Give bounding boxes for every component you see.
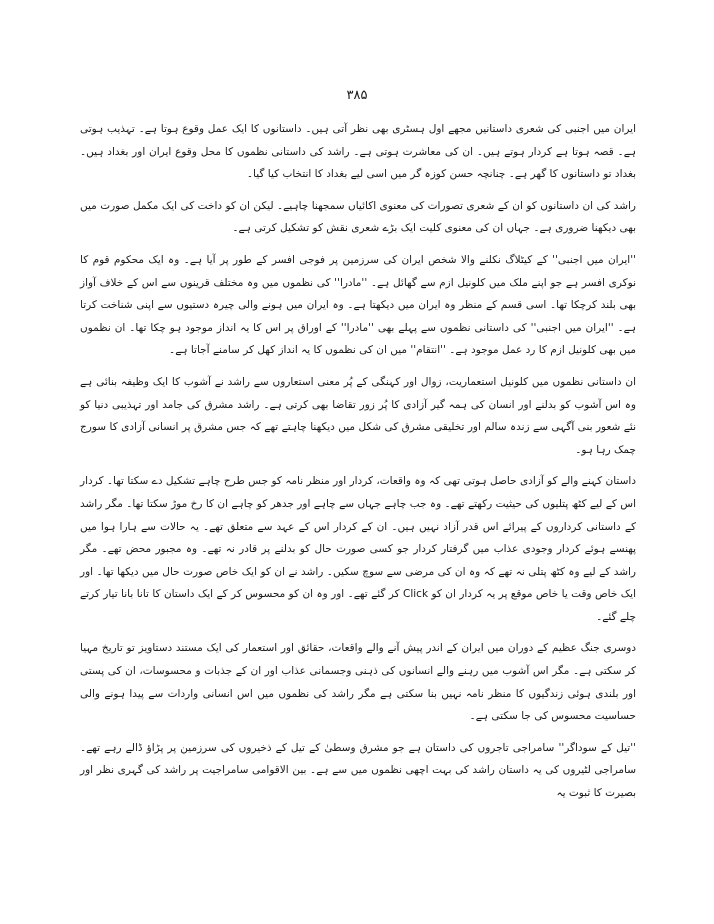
paragraph: راشد کی ان داستانوں کو ان کے شعری تصورات کی معنوی اکائیاں سمجھنا چاہیے۔ لیکن ان کو داخت کی ایک مکمل صورت میں بھی دیکھنا ضروری ہے۔ جہاں ان کی معنوی کلیت ایک بڑے شعری نقش کو تشکیل کرتی ہے۔ xyxy=(80,199,636,235)
paragraph: ان داستانی نظموں میں کلونیل استعماریت، زوال اور کہنگی کے پُر معنی استعاروں سے راشد نے آشوب کا ایک وظیفہ بنائی ہے وہ اس آشوب کو بدلنے اور انسان کی ہمہ گیر آزادی کا پُر زور تقاضا بھی کرتی ہے۔ راشد مشرق کی جامد اور تہذیبی دنیا کو نئے شعور بنی آگہی سے زندہ سالم اور تخلیقی مشرق کی شکل میں دیکھنا چاہتے تھے کہ جس مشرق پر انسانی آزادی کا سورج چمک رہا ہو۔ xyxy=(80,375,636,456)
page-number: ۳۸۵ xyxy=(346,88,368,103)
paragraph: دوسری جنگ عظیم کے دوران میں ایران کے اندر پیش آنے والے واقعات، حقائق اور استعمار کی ایک مستند دستاویز تو تاریخ مہیا کر سکتی ہے۔ مگر اس آشوب میں رہنے والے انسانوں کی ذہنی وجسمانی عذاب اور ان کے جذبات و محسوسات، ان کی پستی اور بلندی ہوئی زندگیوں کا منظر نامہ نہیں بنا سکتی ہے مگر راشد کی نظموں میں اس انسانی واردات سے پیدا ہونے والی حساسیت محسوس کی جا سکتی ہے۔ xyxy=(80,642,636,723)
paragraph: داستان کہنے والے کو آزادی حاصل ہوتی تھی کہ وہ واقعات، کردار اور منظر نامہ کو جس طرح چاہے تشکیل دے سکتا تھا۔ کردار اس کے لیے کٹھ پتلیوں کی حیثیت رکھتے تھے۔ وہ جب چاہے جہاں سے چاہے اور جدھر کو چاہے ان کا رخ موڑ سکتا تھا۔ مگر راشد کے داستانی کرداروں کے پیرائے اس قدر آزاد نہیں ہیں۔ ان کے کردار اس کے عہد سے متعلق تھے۔ یہ حالات سے ہارا ہوا میں پھنسے ہوئے کردار وجودی عذاب میں گرفتار کردار جو کسی صورت حال کو بدلنے پر قادر نہ تھے۔ وہ مجبور محض تھے۔ مگر راشد کے لیے وہ کٹھ پتلی نہ تھے کہ وہ ان کی مرضی سے سوچ سکیں۔ راشد نے ان کو ایک خاص صورت حال میں دیکھا تھا۔ اور ایک خاص وقت یا خاص موقع پر یہ کردار ان کو Click کر گئے تھے۔ اور وہ ان کو محسوس کر کے ایک داستان کا تانا بانا تیار کرتے چلے گئے۔ xyxy=(80,475,637,623)
body-text xyxy=(80,118,636,805)
paragraph: ایران میں اجنبی کی شعری داستانیں مجھے اول ہسٹری بھی نظر آتی ہیں۔ داستانوں کا ایک عمل وقوع ہوتا ہے۔ تہذیب ہوتی ہے۔ قصہ ہوتا ہے کردار ہوتے ہیں۔ ان کی معاشرت ہوتی ہے۔ راشد کی داستانی نظموں کا محل وقوع ایران اور بغداد ہیں۔ بغداد تو داستانوں کا گھر ہے۔ چنانچہ حسن کوزہ گر میں اسی لیے بغداد کا انتخاب کیا گیا۔ xyxy=(80,123,636,181)
paragraph: ''تیل کے سوداگر'' سامراجی تاجروں کی داستان ہے جو مشرق وسطیٰ کے تیل کے ذخیروں کی سرزمین پر پڑاؤ ڈالے رہے تھے۔ سامراجی لٹیروں کی یہ داستان راشد کی بہت اچھی نظموں میں سے ہے۔ بین الاقوامی سامراجیت پر راشد کی گہری نظر اور بصیرت کا ثبوت یہ xyxy=(80,741,636,800)
paragraph: ''ایران میں اجنبی'' کے کیٹلاگ نکلنے والا شخص ایران کی سرزمین پر فوجی افسر کے طور پر آیا ہے۔ وہ ایک محکوم قوم کا نوکری افسر ہے جو اپنے ملک میں کلونیل ازم سے گھائل ہے۔ ''مادرا'' کی نظموں میں وہ مختلف قرینوں سے اس کے خلاف آواز بھی بلند کرچکا تھا۔ اسی قسم کے منظر وہ ایران میں دیکھتا ہے۔ وہ ایران میں ہونے والی چیرہ دستیوں سے اپنی شناخت کرتا ہے۔ ''ایران میں اجنبی'' کی داستانی نظموں سے پہلے بھی ''مادرا'' کے اوراق پر اس کا یہ انداز موجود ہو چکا تھا۔ ان نظموں میں بھی کلونیل ازم کا رد عمل موجود ہے۔ ''انتقام'' میں ان کی نظموں کا یہ انداز کھل کر سامنے آجاتا ہے۔ xyxy=(80,253,636,357)
